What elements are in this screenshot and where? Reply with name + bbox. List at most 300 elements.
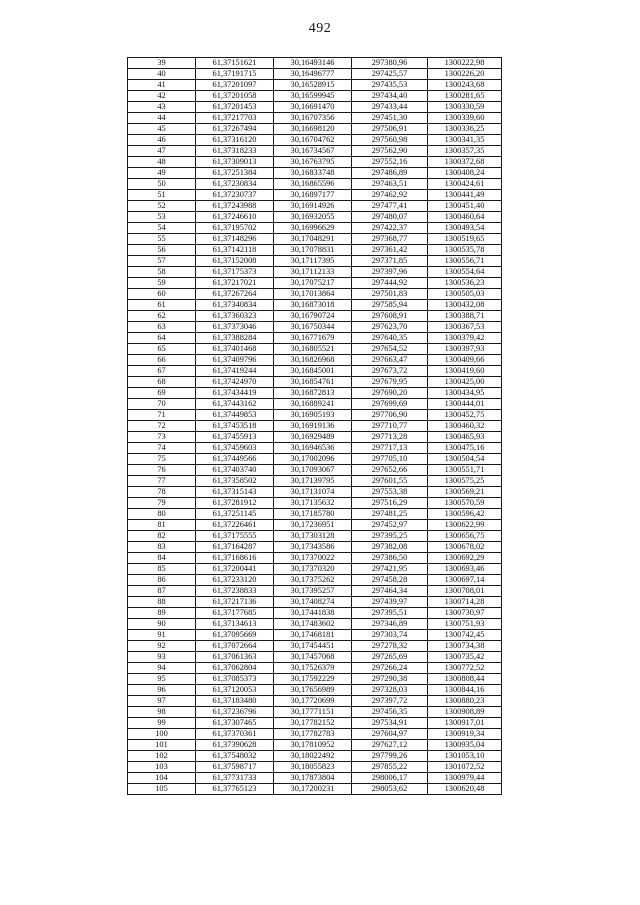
- latitude-cell: 61,37453518: [196, 421, 274, 432]
- y-coordinate-cell: 1300551,71: [428, 465, 502, 476]
- table-row: [128, 707, 502, 718]
- longitude-cell: 30,17078831: [274, 245, 352, 256]
- table-row: [128, 476, 502, 487]
- longitude-cell: 30,17454451: [274, 641, 352, 652]
- point-number-cell: 39: [128, 58, 196, 69]
- table-row: [128, 674, 502, 685]
- latitude-cell: 61,37142118: [196, 245, 274, 256]
- table-row: [128, 113, 502, 124]
- table-row: [128, 740, 502, 751]
- point-number-cell: 75: [128, 454, 196, 465]
- x-coordinate-cell: 297654,52: [352, 344, 428, 355]
- latitude-cell: 61,37419244: [196, 366, 274, 377]
- table-row: [128, 454, 502, 465]
- y-coordinate-cell: 1300341,35: [428, 135, 502, 146]
- x-coordinate-cell: 297799,26: [352, 751, 428, 762]
- y-coordinate-cell: 1300692,29: [428, 553, 502, 564]
- latitude-cell: 61,37281912: [196, 498, 274, 509]
- longitude-cell: 30,17200231: [274, 784, 352, 795]
- point-number-cell: 61: [128, 300, 196, 311]
- y-coordinate-cell: 1301072,52: [428, 762, 502, 773]
- x-coordinate-cell: 297395,25: [352, 531, 428, 542]
- point-number-cell: 79: [128, 498, 196, 509]
- latitude-cell: 61,37251145: [196, 509, 274, 520]
- table-row: [128, 542, 502, 553]
- table-row: [128, 410, 502, 421]
- longitude-cell: 30,16750344: [274, 322, 352, 333]
- point-number-cell: 65: [128, 344, 196, 355]
- table-row: [128, 234, 502, 245]
- y-coordinate-cell: 1300536,23: [428, 278, 502, 289]
- point-number-cell: 56: [128, 245, 196, 256]
- table-row: [128, 784, 502, 795]
- longitude-cell: 30,17408274: [274, 597, 352, 608]
- longitude-cell: 30,17782152: [274, 718, 352, 729]
- table-row: [128, 432, 502, 443]
- table-row: [128, 597, 502, 608]
- y-coordinate-cell: 1300979,44: [428, 773, 502, 784]
- latitude-cell: 61,37061363: [196, 652, 274, 663]
- latitude-cell: 61,37152008: [196, 256, 274, 267]
- latitude-cell: 61,37388284: [196, 333, 274, 344]
- table-row: [128, 553, 502, 564]
- latitude-cell: 61,37148296: [196, 234, 274, 245]
- longitude-cell: 30,17592229: [274, 674, 352, 685]
- x-coordinate-cell: 297481,25: [352, 509, 428, 520]
- longitude-cell: 30,17117395: [274, 256, 352, 267]
- x-coordinate-cell: 297516,29: [352, 498, 428, 509]
- x-coordinate-cell: 297290,38: [352, 674, 428, 685]
- y-coordinate-cell: 1301053,10: [428, 751, 502, 762]
- table-row: [128, 531, 502, 542]
- y-coordinate-cell: 1300372,68: [428, 157, 502, 168]
- longitude-cell: 30,16493146: [274, 58, 352, 69]
- table-row: [128, 652, 502, 663]
- longitude-cell: 30,16905193: [274, 410, 352, 421]
- y-coordinate-cell: 1300441,49: [428, 190, 502, 201]
- latitude-cell: 61,37195702: [196, 223, 274, 234]
- point-number-cell: 91: [128, 630, 196, 641]
- x-coordinate-cell: 297278,32: [352, 641, 428, 652]
- y-coordinate-cell: 1300772,52: [428, 663, 502, 674]
- coordinates-table-body: [128, 58, 502, 795]
- point-number-cell: 58: [128, 267, 196, 278]
- x-coordinate-cell: 297477,41: [352, 201, 428, 212]
- point-number-cell: 86: [128, 575, 196, 586]
- table-row: [128, 135, 502, 146]
- x-coordinate-cell: 297444,92: [352, 278, 428, 289]
- x-coordinate-cell: 297361,42: [352, 245, 428, 256]
- table-row: [128, 311, 502, 322]
- latitude-cell: 61,37134613: [196, 619, 274, 630]
- longitude-cell: 30,16889241: [274, 399, 352, 410]
- y-coordinate-cell: 1300678,02: [428, 542, 502, 553]
- table-row: [128, 179, 502, 190]
- x-coordinate-cell: 297456,35: [352, 707, 428, 718]
- y-coordinate-cell: 1300569,21: [428, 487, 502, 498]
- latitude-cell: 61,37309013: [196, 157, 274, 168]
- table-row: [128, 718, 502, 729]
- table-row: [128, 267, 502, 278]
- point-number-cell: 93: [128, 652, 196, 663]
- point-number-cell: 52: [128, 201, 196, 212]
- latitude-cell: 61,37200441: [196, 564, 274, 575]
- latitude-cell: 61,37251384: [196, 168, 274, 179]
- point-number-cell: 82: [128, 531, 196, 542]
- y-coordinate-cell: 1300554,64: [428, 267, 502, 278]
- latitude-cell: 61,37403740: [196, 465, 274, 476]
- latitude-cell: 61,37175373: [196, 267, 274, 278]
- point-number-cell: 81: [128, 520, 196, 531]
- latitude-cell: 61,37459603: [196, 443, 274, 454]
- x-coordinate-cell: 297462,92: [352, 190, 428, 201]
- latitude-cell: 61,37243988: [196, 201, 274, 212]
- x-coordinate-cell: 297380,96: [352, 58, 428, 69]
- longitude-cell: 30,17526379: [274, 663, 352, 674]
- x-coordinate-cell: 297663,47: [352, 355, 428, 366]
- latitude-cell: 61,37238833: [196, 586, 274, 597]
- longitude-cell: 30,17441838: [274, 608, 352, 619]
- latitude-cell: 61,37318233: [196, 146, 274, 157]
- table-row: [128, 575, 502, 586]
- x-coordinate-cell: 297705,10: [352, 454, 428, 465]
- point-number-cell: 99: [128, 718, 196, 729]
- y-coordinate-cell: 1300465,93: [428, 432, 502, 443]
- latitude-cell: 61,37217021: [196, 278, 274, 289]
- point-number-cell: 69: [128, 388, 196, 399]
- y-coordinate-cell: 1300535,78: [428, 245, 502, 256]
- x-coordinate-cell: 297422,37: [352, 223, 428, 234]
- x-coordinate-cell: 297397,72: [352, 696, 428, 707]
- y-coordinate-cell: 1300693,46: [428, 564, 502, 575]
- x-coordinate-cell: 297421,95: [352, 564, 428, 575]
- x-coordinate-cell: 297434,40: [352, 91, 428, 102]
- longitude-cell: 30,16854761: [274, 377, 352, 388]
- y-coordinate-cell: 1300432,08: [428, 300, 502, 311]
- longitude-cell: 30,16734567: [274, 146, 352, 157]
- x-coordinate-cell: 297608,91: [352, 311, 428, 322]
- x-coordinate-cell: 298006,17: [352, 773, 428, 784]
- latitude-cell: 61,37598717: [196, 762, 274, 773]
- point-number-cell: 89: [128, 608, 196, 619]
- longitude-cell: 30,17013864: [274, 289, 352, 300]
- longitude-cell: 30,16599945: [274, 91, 352, 102]
- latitude-cell: 61,37201058: [196, 91, 274, 102]
- longitude-cell: 30,16919136: [274, 421, 352, 432]
- latitude-cell: 61,37360323: [196, 311, 274, 322]
- table-row: [128, 344, 502, 355]
- y-coordinate-cell: 1300451,40: [428, 201, 502, 212]
- point-number-cell: 103: [128, 762, 196, 773]
- x-coordinate-cell: 297552,16: [352, 157, 428, 168]
- latitude-cell: 61,37246610: [196, 212, 274, 223]
- y-coordinate-cell: 1300281,65: [428, 91, 502, 102]
- latitude-cell: 61,37191715: [196, 69, 274, 80]
- latitude-cell: 61,37455913: [196, 432, 274, 443]
- longitude-cell: 30,17375262: [274, 575, 352, 586]
- point-number-cell: 96: [128, 685, 196, 696]
- x-coordinate-cell: 297371,85: [352, 256, 428, 267]
- point-number-cell: 40: [128, 69, 196, 80]
- latitude-cell: 61,37120053: [196, 685, 274, 696]
- y-coordinate-cell: 1300575,25: [428, 476, 502, 487]
- table-row: [128, 256, 502, 267]
- longitude-cell: 30,17131074: [274, 487, 352, 498]
- longitude-cell: 30,16691470: [274, 102, 352, 113]
- latitude-cell: 61,37449853: [196, 410, 274, 421]
- longitude-cell: 30,17139795: [274, 476, 352, 487]
- y-coordinate-cell: 1300519,65: [428, 234, 502, 245]
- latitude-cell: 61,37226461: [196, 520, 274, 531]
- longitude-cell: 30,17656989: [274, 685, 352, 696]
- x-coordinate-cell: 297452,97: [352, 520, 428, 531]
- point-number-cell: 95: [128, 674, 196, 685]
- latitude-cell: 61,37358502: [196, 476, 274, 487]
- longitude-cell: 30,16865596: [274, 179, 352, 190]
- y-coordinate-cell: 1300570,59: [428, 498, 502, 509]
- longitude-cell: 30,17002096: [274, 454, 352, 465]
- latitude-cell: 61,37267494: [196, 124, 274, 135]
- x-coordinate-cell: 297368,77: [352, 234, 428, 245]
- x-coordinate-cell: 297435,53: [352, 80, 428, 91]
- point-number-cell: 60: [128, 289, 196, 300]
- table-row: [128, 190, 502, 201]
- longitude-cell: 30,16805521: [274, 344, 352, 355]
- y-coordinate-cell: 1300397,93: [428, 344, 502, 355]
- point-number-cell: 71: [128, 410, 196, 421]
- longitude-cell: 30,17075217: [274, 278, 352, 289]
- longitude-cell: 30,16698120: [274, 124, 352, 135]
- x-coordinate-cell: 297713,28: [352, 432, 428, 443]
- y-coordinate-cell: 1300475,16: [428, 443, 502, 454]
- y-coordinate-cell: 1300419,60: [428, 366, 502, 377]
- table-row: [128, 421, 502, 432]
- longitude-cell: 30,17457068: [274, 652, 352, 663]
- y-coordinate-cell: 1300336,25: [428, 124, 502, 135]
- table-row: [128, 487, 502, 498]
- longitude-cell: 30,17303128: [274, 531, 352, 542]
- longitude-cell: 30,16528915: [274, 80, 352, 91]
- y-coordinate-cell: 1300917,01: [428, 718, 502, 729]
- table-row: [128, 729, 502, 740]
- table-row: [128, 388, 502, 399]
- point-number-cell: 53: [128, 212, 196, 223]
- point-number-cell: 94: [128, 663, 196, 674]
- point-number-cell: 84: [128, 553, 196, 564]
- table-row: [128, 102, 502, 113]
- y-coordinate-cell: 1300408,24: [428, 168, 502, 179]
- x-coordinate-cell: 297717,13: [352, 443, 428, 454]
- longitude-cell: 30,17873804: [274, 773, 352, 784]
- point-number-cell: 62: [128, 311, 196, 322]
- table-row: [128, 322, 502, 333]
- table-row: [128, 498, 502, 509]
- latitude-cell: 61,37443162: [196, 399, 274, 410]
- point-number-cell: 92: [128, 641, 196, 652]
- point-number-cell: 73: [128, 432, 196, 443]
- coordinates-table: [127, 57, 502, 795]
- table-row: [128, 696, 502, 707]
- latitude-cell: 61,37731733: [196, 773, 274, 784]
- table-row: [128, 641, 502, 652]
- point-number-cell: 57: [128, 256, 196, 267]
- y-coordinate-cell: 1300243,68: [428, 80, 502, 91]
- y-coordinate-cell: 1300808,44: [428, 674, 502, 685]
- table-row: [128, 773, 502, 784]
- x-coordinate-cell: 297433,44: [352, 102, 428, 113]
- latitude-cell: 61,37164287: [196, 542, 274, 553]
- x-coordinate-cell: 297266,24: [352, 663, 428, 674]
- point-number-cell: 44: [128, 113, 196, 124]
- table-row: [128, 619, 502, 630]
- table-row: [128, 751, 502, 762]
- point-number-cell: 83: [128, 542, 196, 553]
- y-coordinate-cell: 1300444,01: [428, 399, 502, 410]
- y-coordinate-cell: 1300742,45: [428, 630, 502, 641]
- point-number-cell: 74: [128, 443, 196, 454]
- table-row: [128, 762, 502, 773]
- point-number-cell: 76: [128, 465, 196, 476]
- x-coordinate-cell: 297506,91: [352, 124, 428, 135]
- longitude-cell: 30,17810952: [274, 740, 352, 751]
- longitude-cell: 30,18022492: [274, 751, 352, 762]
- longitude-cell: 30,17112133: [274, 267, 352, 278]
- table-row: [128, 355, 502, 366]
- longitude-cell: 30,17370022: [274, 553, 352, 564]
- y-coordinate-cell: 1300656,75: [428, 531, 502, 542]
- table-row: [128, 377, 502, 388]
- y-coordinate-cell: 1300620,48: [428, 784, 502, 795]
- point-number-cell: 77: [128, 476, 196, 487]
- longitude-cell: 30,17483602: [274, 619, 352, 630]
- x-coordinate-cell: 297303,74: [352, 630, 428, 641]
- y-coordinate-cell: 1300908,89: [428, 707, 502, 718]
- y-coordinate-cell: 1300460,64: [428, 212, 502, 223]
- latitude-cell: 61,37548032: [196, 751, 274, 762]
- point-number-cell: 97: [128, 696, 196, 707]
- x-coordinate-cell: 298053,62: [352, 784, 428, 795]
- y-coordinate-cell: 1300708,01: [428, 586, 502, 597]
- x-coordinate-cell: 297451,30: [352, 113, 428, 124]
- y-coordinate-cell: 1300935,04: [428, 740, 502, 751]
- y-coordinate-cell: 1300409,66: [428, 355, 502, 366]
- x-coordinate-cell: 297601,55: [352, 476, 428, 487]
- x-coordinate-cell: 297562,90: [352, 146, 428, 157]
- table-row: [128, 608, 502, 619]
- latitude-cell: 61,37409796: [196, 355, 274, 366]
- table-row: [128, 278, 502, 289]
- y-coordinate-cell: 1300434,95: [428, 388, 502, 399]
- longitude-cell: 30,17093067: [274, 465, 352, 476]
- y-coordinate-cell: 1300367,53: [428, 322, 502, 333]
- latitude-cell: 61,37217703: [196, 113, 274, 124]
- y-coordinate-cell: 1300919,34: [428, 729, 502, 740]
- longitude-cell: 30,17370320: [274, 564, 352, 575]
- x-coordinate-cell: 297439,97: [352, 597, 428, 608]
- latitude-cell: 61,37183480: [196, 696, 274, 707]
- latitude-cell: 61,37373046: [196, 322, 274, 333]
- point-number-cell: 102: [128, 751, 196, 762]
- point-number-cell: 55: [128, 234, 196, 245]
- latitude-cell: 61,37765123: [196, 784, 274, 795]
- x-coordinate-cell: 297425,57: [352, 69, 428, 80]
- table-row: [128, 223, 502, 234]
- longitude-cell: 30,18055823: [274, 762, 352, 773]
- x-coordinate-cell: 297627,12: [352, 740, 428, 751]
- table-row: [128, 201, 502, 212]
- latitude-cell: 61,37316120: [196, 135, 274, 146]
- point-number-cell: 104: [128, 773, 196, 784]
- latitude-cell: 61,37095669: [196, 630, 274, 641]
- point-number-cell: 66: [128, 355, 196, 366]
- table-row: [128, 91, 502, 102]
- point-number-cell: 42: [128, 91, 196, 102]
- point-number-cell: 78: [128, 487, 196, 498]
- latitude-cell: 61,37062804: [196, 663, 274, 674]
- table-row: [128, 586, 502, 597]
- longitude-cell: 30,16872813: [274, 388, 352, 399]
- point-number-cell: 90: [128, 619, 196, 630]
- latitude-cell: 61,37233120: [196, 575, 274, 586]
- y-coordinate-cell: 1300493,54: [428, 223, 502, 234]
- x-coordinate-cell: 297265,69: [352, 652, 428, 663]
- y-coordinate-cell: 1300330,59: [428, 102, 502, 113]
- point-number-cell: 100: [128, 729, 196, 740]
- table-row: [128, 69, 502, 80]
- longitude-cell: 30,16996629: [274, 223, 352, 234]
- point-number-cell: 48: [128, 157, 196, 168]
- y-coordinate-cell: 1300222,98: [428, 58, 502, 69]
- latitude-cell: 61,37072664: [196, 641, 274, 652]
- table-row: [128, 564, 502, 575]
- point-number-cell: 64: [128, 333, 196, 344]
- x-coordinate-cell: 297699,69: [352, 399, 428, 410]
- y-coordinate-cell: 1300425,00: [428, 377, 502, 388]
- longitude-cell: 30,16704762: [274, 135, 352, 146]
- point-number-cell: 41: [128, 80, 196, 91]
- longitude-cell: 30,16496777: [274, 69, 352, 80]
- longitude-cell: 30,16946536: [274, 443, 352, 454]
- x-coordinate-cell: 297690,20: [352, 388, 428, 399]
- point-number-cell: 85: [128, 564, 196, 575]
- table-row: [128, 630, 502, 641]
- table-row: [128, 663, 502, 674]
- x-coordinate-cell: 297710,77: [352, 421, 428, 432]
- x-coordinate-cell: 297640,35: [352, 333, 428, 344]
- table-row: [128, 289, 502, 300]
- longitude-cell: 30,16833748: [274, 168, 352, 179]
- table-row: [128, 146, 502, 157]
- x-coordinate-cell: 297463,51: [352, 179, 428, 190]
- longitude-cell: 30,17720699: [274, 696, 352, 707]
- point-number-cell: 105: [128, 784, 196, 795]
- x-coordinate-cell: 297480,07: [352, 212, 428, 223]
- longitude-cell: 30,16707356: [274, 113, 352, 124]
- x-coordinate-cell: 297346,89: [352, 619, 428, 630]
- longitude-cell: 30,16932055: [274, 212, 352, 223]
- longitude-cell: 30,17771151: [274, 707, 352, 718]
- latitude-cell: 61,37217136: [196, 597, 274, 608]
- longitude-cell: 30,17468181: [274, 630, 352, 641]
- latitude-cell: 61,37390628: [196, 740, 274, 751]
- y-coordinate-cell: 1300379,42: [428, 333, 502, 344]
- table-row: [128, 212, 502, 223]
- x-coordinate-cell: 297486,89: [352, 168, 428, 179]
- longitude-cell: 30,16845001: [274, 366, 352, 377]
- longitude-cell: 30,17135632: [274, 498, 352, 509]
- latitude-cell: 61,37449566: [196, 454, 274, 465]
- y-coordinate-cell: 1300460,32: [428, 421, 502, 432]
